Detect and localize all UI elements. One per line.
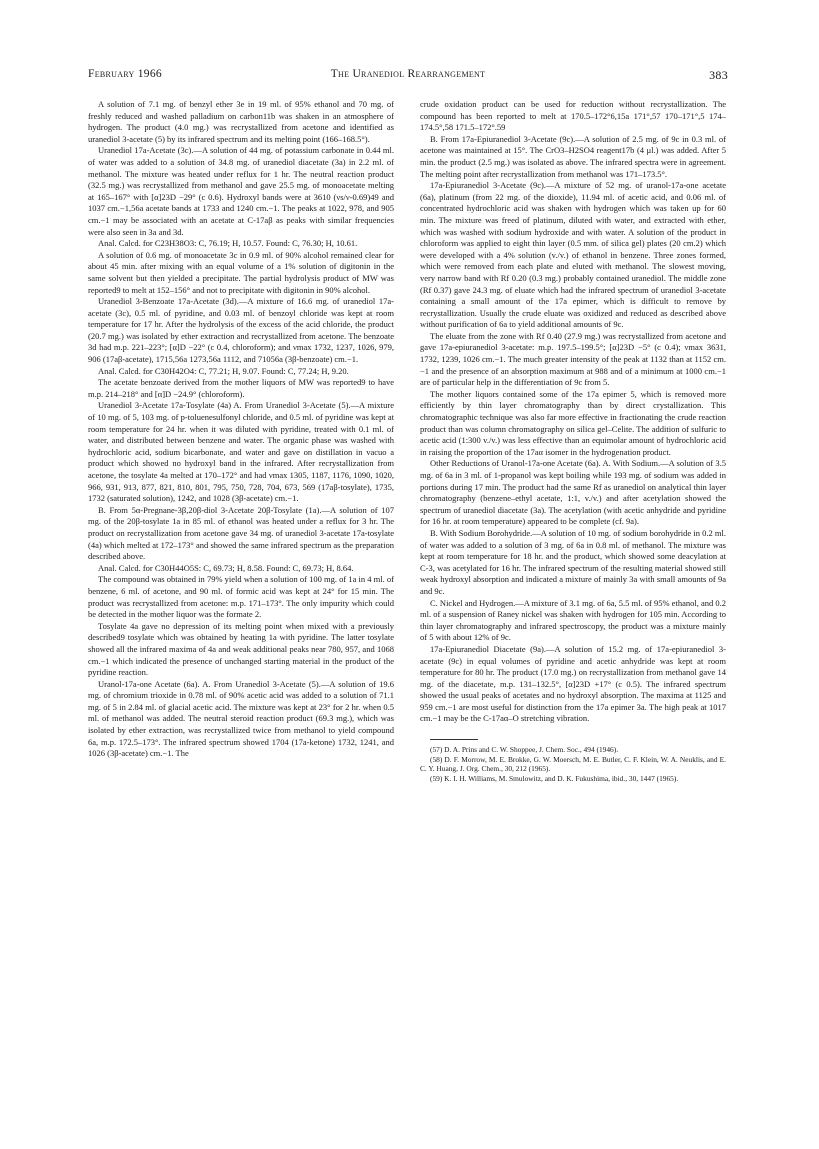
paragraph: 17a-Epiuranediol 3-Acetate (9c).—A mixture of 52 mg. of uranol-17a-one acetate (6a), platinum (from 22 mg. of the dioxide), 11.94 ml. of acetic acid, and 0.06 ml. of concentrated hydrochloric acid was shaken with hydrogen which was taken up for 60 min. The mixture was freed of platinum, diluted with water, and extracted with ether, which was washed with sodium hydroxide and with water. A solution of the product in chloroform was applied to eight thin layer (0.5 mm. of silica gel) plates (20 cm.2) which were developed with a 4% solution (v./v.) of ethanol in benzene. Three zones formed, which were removed from each plate and eluted with methanol. The slowest moving, very narrow band with Rf 0.20 (0.3 mg.) probably contained uranediol. The middle zone (Rf 0.37) gave 24.3 mg. of eluate which had the infrared spectrum of uranediol 3-acetate containing a small amount of the 17a epimer, which is difficult to remove by recrystallization. Usually the crude eluate was oxidized and reduced as described above without purification of 6a to yield additional amounts of 9c.	[420, 180, 726, 330]
header-title: The Uranediol Rearrangement	[330, 68, 486, 80]
paragraph: Anal. Calcd. for C30H42O4: C, 77.21; H, 9.07. Found: C, 77.24; H, 9.20.	[98, 365, 349, 376]
paragraph: Uranediol 17a-Acetate (3c).—A solution of 44 mg. of potassium carbonate in 0.44 ml. of water was added to a solution of 34.8 mg. of uranediol diacetate (3a) in 2.2 ml. of methanol. The mixture was heated under reflux for 1 hr. The neutral reaction product (32.5 mg.) was recrystallized from methanol and gave 25.5 mg. of monoacetate melting at 165–167° with [α]23D −29° (c 0.6). Hydroxyl bands were at 3610 (νs/ν-0.69)49 and 1037 cm.−1,56a acetate bands at 1733 and 1240 cm.−1. The peaks at 1022, 978, and 905 cm.−1 may be associated with an acetate at C-17aβ as peaks with similar frequencies were also seen in 3a and 3d.	[88, 145, 394, 237]
paragraph: A solution of 0.6 mg. of monoacetate 3c in 0.9 ml. of 90% alcohol remained clear for about 45 min. after mixing with an equal volume of a 1% solution of digitonin in the same solvent but then yielded a precipitate. The partial hydrolysis product of MW was reported9 to melt at 152–156° and not to precipitate with digitonin in 90% alcohol.	[88, 249, 394, 295]
reference-item: (57) D. A. Prins and C. W. Shoppee, J. Chem. Soc., 494 (1946).	[430, 745, 619, 755]
paragraph: The eluate from the zone with Rf 0.40 (27.9 mg.) was recrystallized from acetone and gave 17a-epiuranediol 3-acetate: m.p. 197.5–199.5°; [α]23D −5° (c 0.4); νmax 3631, 1732, 1239, 1026 cm.−1. The much greater intensity of the peak at 1132 than at 1152 cm.−1 and the presence of an absorption maximum at 988 and of a minimum at 1000 cm.−1 are of particular help in the differentiation of 9c from 5.	[420, 330, 726, 388]
paragraph: B. From 5α-Pregnane-3β,20β-diol 3-Acetate 20β-Tosylate (1a).—A solution of 107 mg. of the 20β-tosylate 1a in 85 ml. of ethanol was heated under a reflux for 3 hr. The product on recrystallization from acetone gave 34 mg. of uranediol 3-acetate 17a-tosylate (4a) which melted at 172–173° and showed the same infrared spectrum as the preparation described above.	[88, 504, 394, 562]
paragraph: crude oxidation product can be used for reduction without recrystallization. The compound has been reported to melt at 170.5–172°6,15a 171°,57 170–171°,5 174–174.5°,58 171.5–172°.59	[420, 99, 726, 133]
paragraph: B. With Sodium Borohydride.—A solution of 10 mg. of sodium borohydride in 0.2 ml. of water was added to a solution of 3 mg. of 6a in 0.8 ml. of methanol. The mixture was kept at room temperature for 18 hr. and the product, which showed some deacylation at C-3, was acetylated for 16 hr. The infrared spectrum of the resulting material showed still weak hydroxyl absorption and indicated a mixture of mainly 3a with small amounts of 9a and 9c.	[420, 527, 726, 596]
right-column	[420, 99, 726, 783]
reference-item: (58) D. F. Morrow, M. E. Brokke, G. W. Moersch, M. E. Butler, C. F. Klein, W. A. Neuklis, and E. C. Y. Huang, J. Org. Chem., 30, 212 (1965).	[420, 754, 726, 774]
paragraph: A solution of 7.1 mg. of benzyl ether 3e in 19 ml. of 95% ethanol and 70 mg. of freshly reduced and washed palladium on carbon11b was shaken in an atmosphere of hydrogen. The product (4.0 mg.) was recrystallized from acetone and identified as uranediol 3-acetate (5) by its infrared spectrum and its melting point (166–168.5°).	[88, 99, 394, 144]
paragraph: The mother liquors contained some of the 17a epimer 5, which is removed more efficiently by thin layer chromatography than by direct crystallization. This chromatographic technique was also far more effective in fractionating the crude reaction product than was column chromatography on silica gel–Celite. The addition of sulfuric to acetic acid (1:300 v./v.) was less effective than an equimolar amount of hydrochloric acid in raising the proportion of the 17aα isomer in the hydrogenation product.	[420, 388, 726, 457]
left-column	[88, 99, 394, 760]
paragraph: Other Reductions of Uranol-17a-one Acetate (6a). A. With Sodium.—A solution of 3.5 mg. of 6a in 3 ml. of 1-propanol was kept boiling while 193 mg. of sodium was added in portions during 17 min. The product had the same Rf as uranediol on analytical thin layer chromatography (benzene–ethyl acetate, 1:1, v./v.) and after acetylation showed the spectrum of uranediol diacetate (3a). The acetylation (with acetic anhydride and pyridine for 16 hr. at room temperature) appeared to be complete (cf. 9a).	[420, 458, 726, 527]
reference-item: (59) K. I. H. Williams, M. Smulowitz, and D. K. Fukushima, ibid., 30, 1447 (1965).	[430, 773, 679, 783]
paragraph: Uranediol 3-Acetate 17a-Tosylate (4a) A. From Uranediol 3-Acetate (5).—A mixture of 10 mg. of 5, 103 mg. of p-toluenesulfonyl chloride, and 0.5 ml. of pyridine was kept at room temperature for 24 hr. when it was diluted with pyridine, treated with 0.1 ml. of water, and distributed between benzene and water. The organic phase was washed with hydrochloric acid, sodium bicarbonate, and water and gave on distillation in vacuo a product which showed no hydroxyl band in the infrared. After recrystallization from acetone, the tosylate 4a melted at 170–172° and had νmax 1305, 1187, 1176, 1090, 1020, 966, 931, 913, 877, 821, 810, 801, 795, 750, 728, 704, 673, 569 (17aβ-tosylate), 1735, 1732 (saturated solution), 1242, and 1028 (3β-acetate) cm.−1.	[88, 400, 394, 504]
paragraph: The acetate benzoate derived from the mother liquors of MW was reported9 to have m.p. 214–218° and [α]D −24.9° (chloroform).	[88, 377, 394, 399]
paragraph: Tosylate 4a gave no depression of its melting point when mixed with a previously described9 tosylate which was obtained by heating 1a with pyridine. The latter tosylate showed all the infrared maxima of 4a and weak additional peaks near 780, 957, and 1068 cm.−1 which indicated the presence of unchanged starting material in the product of the pyridine reaction.	[88, 620, 394, 678]
paragraph: Uranol-17a-one Acetate (6a). A. From Uranediol 3-Acetate (5).—A solution of 19.6 mg. of chromium trioxide in 0.78 ml. of 90% acetic acid was added to a solution of 71.1 mg. of 5 in 2.84 ml. of glacial acetic acid. The mixture was kept at 23° for 2 hr. when 0.5 ml. of methanol was added. The neutral steroid reaction product (69.3 mg.), which was isolated by ether extraction, was recrystallized twice from methanol to yield compound 6a, m.p. 172.5–173°. The infrared spectrum showed 1704 (17a-ketone) 1732, 1241, and 1026 (3β-acetate) cm.−1. The	[88, 678, 394, 759]
footnote-rule	[430, 739, 478, 740]
paragraph: Anal. Calcd. for C23H38O3: C, 76.19; H, 10.57. Found: C, 76.30; H, 10.61.	[98, 238, 358, 249]
header-date: February 1966	[88, 68, 162, 80]
footnotes	[420, 739, 726, 783]
paragraph: Anal. Calcd. for C30H44O5S: C, 69.73; H, 8.58. Found: C, 69.73; H, 8.64.	[98, 562, 354, 573]
page-number: 383	[709, 68, 728, 82]
paragraph: The compound was obtained in 79% yield when a solution of 100 mg. of 1a in 4 ml. of benzene, 6 ml. of acetone, and 90 ml. of formic acid was kept at 24° for 15 min. The product was recrystallized from acetone: m.p. 171–173°. The only impurity which could be detected in the mother liquor was the formate 2.	[88, 574, 394, 620]
paragraph: 17a-Epiuranediol Diacetate (9a).—A solution of 15.2 mg. of 17a-epiuranediol 3-acetate (9c) in equal volumes of pyridine and acetic anhydride was kept at room temperature for 80 hr. The product (17.0 mg.) on recrystallization from methanol gave 14 mg. of the diacetate, m.p. 131–132.5°, [α]23D +17° (c 0.5). The infrared spectrum showed the usual peaks of acetates and no hydroxyl absorption. The maxima at 1125 and 959 cm.−1 are most useful for distinction from the 17a epimer 3a. The high peak at 1017 cm.−1 may be the C-17aα–O stretching vibration.	[420, 643, 726, 724]
paragraph: C. Nickel and Hydrogen.—A mixture of 3.1 mg. of 6a, 5.5 ml. of 95% ethanol, and 0.2 ml. of a suspension of Raney nickel was shaken with hydrogen for 105 min. According to thin layer chromatography and infrared spectroscopy, the product was a mixture mainly of 5 with about 12% of 9c.	[420, 597, 726, 643]
running-header	[88, 68, 728, 84]
paragraph: B. From 17a-Epiuranediol 3-Acetate (9c).—A solution of 2.5 mg. of 9c in 0.3 ml. of acetone was maintained at 15°. The CrO3–H2SO4 reagent17b (4 μl.) was added. After 5 min. the product (2.5 mg.) was isolated as above. The infrared spectra were in agreement. The melting point after recrystallization from methanol was 171–173.5°.	[420, 133, 726, 179]
paragraph: Uranediol 3-Benzoate 17a-Acetate (3d).—A mixture of 16.6 mg. of uranediol 17a-acetate (3c), 0.5 ml. of pyridine, and 0.03 ml. of benzoyl chloride was kept at room temperature for 17 hr. After the hydrolysis of the excess of the acid chloride, the product (20.7 mg.) was isolated by ether extraction and recrystallized from acetone. The benzoate 3d had m.p. 221–223°; [α]D −22° (c 0.4, chloroform); and νmax 1732, 1237, 1026, 979, 906 (17aβ-acetate), 1715,56a 1273,56a 1112, and 71056a (3β-benzoate) cm.−1.	[88, 296, 394, 365]
